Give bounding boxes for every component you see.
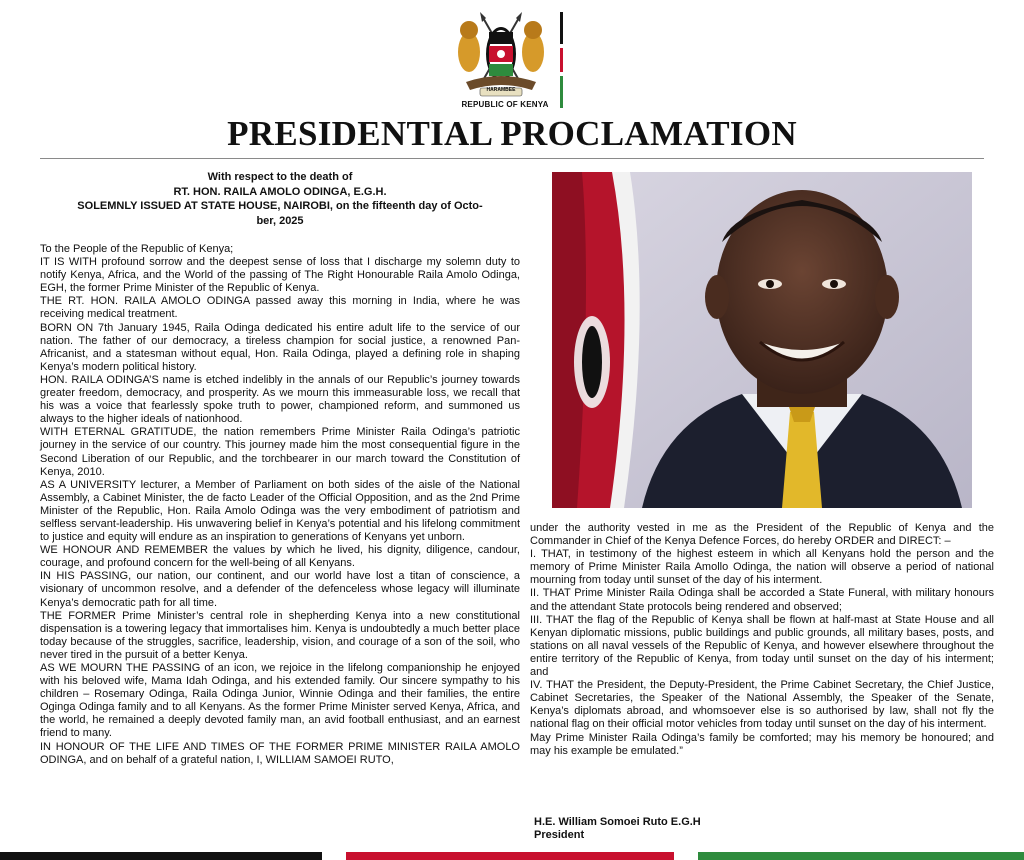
paragraph: II. THAT Prime Minister Raila Odinga shall be accorded a State Funeral, with military honours and the attendant State protocols being rendered and observed; [530, 587, 994, 613]
paragraph: AS A UNIVERSITY lecturer, a Member of Parliament on both sides of the aisle of the National Assembly, a Cabinet Minister, the de facto Leader of the Official Opposition, and as the 2nd Prime Minister of the Republic, Hon. Raila Amolo Odinga was the very embodiment of patriotism and selfless servant-leadership. His unwavering belief in Kenya’s potential and his lifelong commitment to justice and equity will endure as an inspiration to generations of Kenyans yet unborn. [40, 478, 520, 544]
paragraph: WITH ETERNAL GRATITUDE, the nation remembers Prime Minister Raila Odinga’s patriotic journey in the service of our country. This journey made him the most consequential figure in the Second Liberation of our Republic, and the torchbearer in our march toward the Constitution of Kenya, 2010. [40, 426, 520, 478]
right-column [530, 522, 994, 758]
footer-red-stripe [346, 852, 674, 860]
heading-line-3: SOLEMNLY ISSUED AT STATE HOUSE, NAIROBI, on the fifteenth day of Octo- [77, 200, 483, 212]
paragraph: BORN ON 7th January 1945, Raila Odinga dedicated his entire adult life to the service of our nation. The father of our democracy, a tireless champion for social justice, a renowned Pan-Africanist, and a statesman without equal, Hon. Raila Odinga, played a defining role in shaping Kenya’s modern political history. [40, 321, 520, 373]
paragraph: IV. THAT the President, the Deputy-President, the Prime Cabinet Secretary, the Chief Justice, Cabinet Secretaries, the Speaker of the National Assembly, the Speaker of the Senate, Kenya’s diplomats abroad, and whomsoever else is so authorised by law, shall not fly the national flag on their official motor vehicles from today until sunset on the day of his interment. [530, 679, 994, 731]
paragraph: IT IS WITH profound sorrow and the deepest sense of loss that I discharge my solemn duty to notify Kenya, Africa, and the World of the passing of The Right Honourable Raila Amolo Odinga, EGH, the former Prime Minister of the Republic of Kenya. [40, 256, 520, 295]
paragraph: III. THAT the flag of the Republic of Kenya shall be flown at half-mast at State House and all Kenyan diplomatic missions, public buildings and public grounds, all military bases, posts, and stations on all naval vessels of the Republic of Kenya, and however elsewhere throughout the entire territory of the Republic of Kenya, from today until sunset on the day of his interment; and [530, 613, 994, 679]
paragraph: under the authority vested in me as the President of the Republic of Kenya and the Commander in Chief of the Kenya Defence Forces, do hereby ORDER and DIRECT: – [530, 522, 994, 548]
paragraph: THE FORMER Prime Minister’s central role in shepherding Kenya into a new constitutional dispensation is a towering legacy that immortalises him. Kenya is undoubtedly a much better place today because of the struggles, sacrifice, leadership, vision, and courage of a son of the soil, who never tired in the pursuit of a better Kenya. [40, 609, 520, 661]
president-portrait [552, 172, 972, 508]
paragraph: IN HIS PASSING, our nation, our continent, and our world have lost a titan of conscience, a visionary of uncommon resolve, and a defender of the defenceless whose legacy will illuminate Kenya’s democratic path for all time. [40, 570, 520, 609]
paragraph: IN HONOUR OF THE LIFE AND TIMES OF THE FORMER PRIME MINISTER RAILA AMOLO ODINGA, and on behalf of a grateful nation, I, WILLIAM SAMOEI RUTO, [40, 740, 520, 766]
heading-line-2: RT. HON. RAILA AMOLO ODINGA, E.G.H. [173, 185, 387, 198]
paragraph: AS WE MOURN THE PASSING of an icon, we rejoice in the lifelong companionship he enjoyed with his beloved wife, Mama Idah Odinga, and his extended family. Our sincere sympathy to his children – Rosemary Odinga, Raila Odinga Junior, Winnie Odinga and their families, the entire Oginga Odinga family and to all Kenyans. As the former Prime Minister served Kenya, Africa, and the world, he remained a deeply devoted family man, an avid football enthusiast, and an earnest friend to many. [40, 662, 520, 740]
coat-of-arms [452, 12, 550, 100]
flag-stripe [560, 12, 563, 108]
paragraph: To the People of the Republic of Kenya; [40, 243, 234, 255]
footer-black-stripe [0, 852, 322, 860]
left-column [40, 243, 520, 767]
paragraph: I. THAT, in testimony of the highest esteem in which all Kenyans hold the person and the memory of Prime Minister Raila Amollo Odinga, the nation will observe a period of national mourning from today until sunset of the day of his interment. [530, 548, 994, 587]
paragraph: HON. RAILA ODINGA’S name is etched indelibly in the annals of our Republic’s journey towards greater freedom, democracy, and prosperity. As we mourn this immeasurable loss, we recall that his was a voice that fearlessly spoke truth to power, championed reform, and summoned us always to the higher ideals of nationhood. [40, 373, 520, 426]
proclamation-heading [40, 170, 520, 228]
signature-block [534, 816, 701, 842]
heading-line-1: With respect to the death of [207, 171, 353, 183]
paragraph: THE RT. HON. RAILA AMOLO ODINGA passed away this morning in India, where he was receiving medical treatment. [40, 295, 520, 321]
paragraph: May Prime Minister Raila Odinga’s family be comforted; may his memory be honoured; and may his example be emulated.” [530, 731, 994, 757]
crest-motto: HARAMBEE [486, 87, 516, 93]
crest-label: REPUBLIC OF KENYA [461, 100, 549, 109]
signatory-name: H.E. William Somoei Ruto E.G.H [534, 816, 701, 828]
heading-line-4: ber, 2025 [256, 214, 304, 227]
paragraph: WE HONOUR AND REMEMBER the values by which he lived, his dignity, diligence, candour, courage, and profound concern for the well-being of all Kenyans. [40, 544, 520, 570]
page-title: PRESIDENTIAL PROCLAMATION [227, 114, 797, 153]
title-divider [40, 158, 984, 159]
footer-green-stripe [698, 852, 1024, 860]
signatory-role: President [534, 829, 585, 841]
